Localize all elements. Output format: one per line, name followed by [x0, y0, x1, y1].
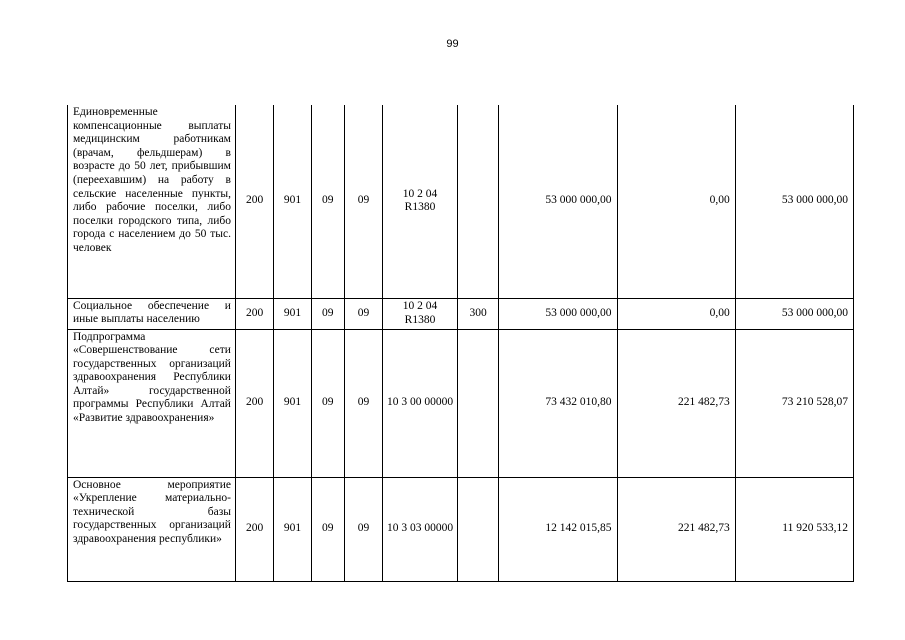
expense-type-cell: 300	[457, 298, 498, 329]
amount-cell: 0,00	[617, 105, 735, 298]
expense-type-cell	[457, 105, 498, 298]
code-cell: 901	[274, 298, 311, 329]
target-code-cell: 10 3 03 00000	[383, 477, 458, 581]
code-cell: 09	[344, 105, 382, 298]
expense-type-cell	[457, 477, 498, 581]
code-cell: 200	[235, 477, 273, 581]
target-code-cell: 10 3 00 00000	[383, 329, 458, 477]
table-row	[68, 477, 854, 581]
code-cell: 09	[344, 477, 382, 581]
code-cell: 901	[274, 477, 311, 581]
code-cell: 09	[311, 477, 344, 581]
amount-cell: 12 142 015,85	[499, 477, 617, 581]
amount-cell: 73 432 010,80	[499, 329, 617, 477]
code-cell: 200	[235, 329, 273, 477]
code-cell: 09	[311, 298, 344, 329]
amount-cell: 221 482,73	[617, 329, 735, 477]
code-cell: 200	[235, 298, 273, 329]
amount-cell: 73 210 528,07	[735, 329, 853, 477]
table-row	[68, 105, 854, 298]
amount-cell: 11 920 533,12	[735, 477, 853, 581]
amount-cell: 0,00	[617, 298, 735, 329]
code-cell: 901	[274, 329, 311, 477]
amount-cell: 53 000 000,00	[735, 298, 853, 329]
row-name: Подпрограмма «Совершенствование сети государственных организаций здравоохранения Республики Алтай» государственной программы Республики Алтай «Развитие здравоохранения»	[68, 329, 236, 477]
amount-cell: 221 482,73	[617, 477, 735, 581]
amount-cell: 53 000 000,00	[499, 105, 617, 298]
amount-cell: 53 000 000,00	[499, 298, 617, 329]
row-name: Основное мероприятие «Укрепление материально-технической базы государственных организаций здравоохранения республики»	[68, 477, 236, 581]
table-row	[68, 298, 854, 329]
code-cell: 901	[274, 105, 311, 298]
amount-cell: 53 000 000,00	[735, 105, 853, 298]
code-cell: 200	[235, 105, 273, 298]
code-cell: 09	[344, 298, 382, 329]
code-cell: 09	[344, 329, 382, 477]
code-cell: 09	[311, 105, 344, 298]
target-code-cell: 10 2 04 R1380	[383, 298, 458, 329]
code-cell: 09	[311, 329, 344, 477]
row-name: Социальное обеспечение и иные выплаты населению	[68, 298, 236, 329]
table-row	[68, 329, 854, 477]
target-code-cell: 10 2 04 R1380	[383, 105, 458, 298]
row-name: Единовременные компенсационные выплаты медицинским работникам (врачам, фельдшерам) в возрасте до 50 лет, прибывшим (переехавшим) на работу в сельские населенные пункты, либо рабочие поселки, либо поселки городского типа, либо города с населением до 50 тыс. человек	[68, 105, 236, 298]
expense-type-cell	[457, 329, 498, 477]
page-number: 99	[446, 38, 459, 50]
budget-table	[67, 105, 854, 582]
